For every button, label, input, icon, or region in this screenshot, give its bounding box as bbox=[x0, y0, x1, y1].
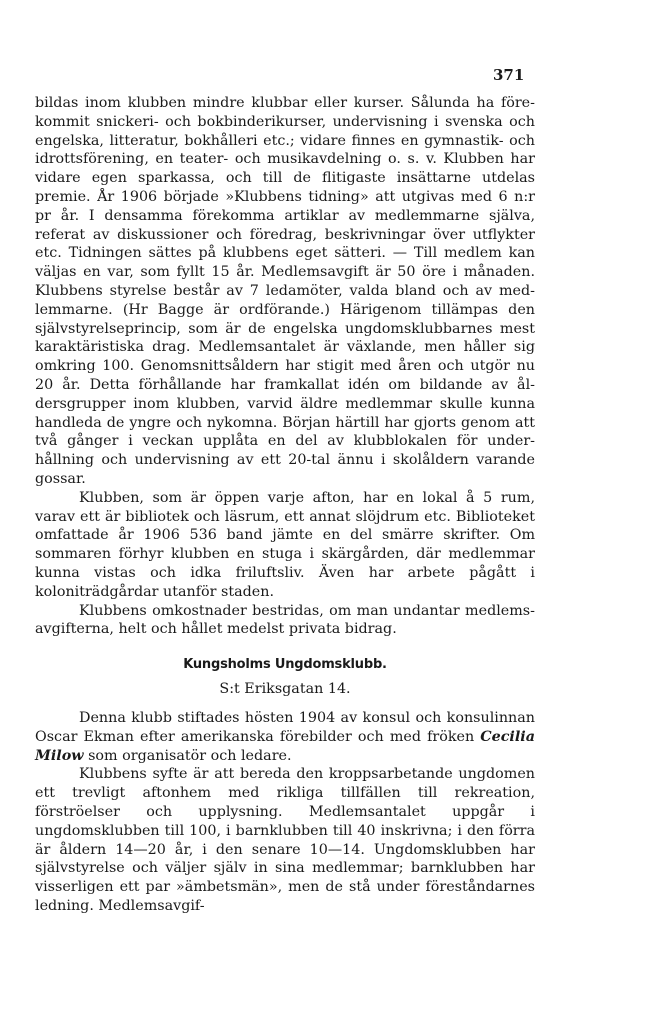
paragraph-text: Denna klubb stiftades hösten 1904 av konsul och konsulinnan Oscar Ekman efter amerikanska förebilder och med fröken bbox=[35, 710, 535, 745]
paragraph: Klubben, som är öppen varje afton, har en lokal å 5 rum, varav ett är bibliotek och läsrum, ett annat slöjdrum etc. Biblioteket omfattade år 1906 536 band jämte en del smärre skrifter. Om sommaren förhyr klubben en stuga i skärgården, där medlemmar kunna vistas och idka friluftsliv. Även har arbete pågått i koloniträdgårdar utanför staden. bbox=[35, 489, 535, 600]
section-heading: Kungsholms Ungdomsklubb. bbox=[183, 657, 387, 672]
page-number: 371 bbox=[493, 66, 525, 84]
section-address: S:t Eriksgatan 14. bbox=[219, 681, 351, 697]
paragraph bbox=[35, 709, 535, 765]
body-text-top bbox=[35, 94, 535, 639]
paragraph: Klubbens syfte är att bereda den kroppsarbetande ungdomen ett trevligt aftonhem med rikliga tillfällen till rekreation, förströelser och upplysning. Medlemsantalet uppgår i ungdomsklubben till 100, i barnklubben till 40 inskrivna; i den förra är åldern 14—20 år, i den senare 10—14. Ungdomsklubben har självstyrelse och väljer själv in sina medlemmar; barnklubben har visserligen ett par »ämbetsmän», men de stå under föreståndarnes ledning. Medlemsavgif- bbox=[35, 766, 535, 914]
body-text-bottom bbox=[35, 709, 535, 916]
person-name: Cecilia Milow bbox=[35, 728, 535, 764]
paragraph-text: som organisatör och ledare. bbox=[83, 747, 292, 764]
paragraph: Klubbens omkostnader bestridas, om man undantar medlemsavgifterna, helt och hållet medelst privata bidrag. bbox=[35, 602, 535, 638]
paragraph: bildas inom klubben mindre klubbar eller kurser. Sålunda ha förekommit snickeri- och bokbinderikurser, undervisning i svenska och engelska, litteratur, bokhålleri etc.; vidare finnes en gymnastik- och idrottsförening, en teater- och musikavdelning o. s. v. Klubben har vidare egen sparkassa, och till de flitigaste insättarne utdelas premie. År 1906 började »Klubbens tidning» att utgivas med 6 n:r pr år. I densamma förekomma artiklar av medlemmarne själva, referat av diskussioner och föredrag, beskrivningar över utflykter etc. Tidningen sättes på klubbens eget sätteri. — Till medlem kan väljas en var, som fyllt 15 år. Medlemsavgift är 50 öre i månaden. Klubbens styrelse består av 7 ledamöter, valda bland och av medlemmarne. (Hr Bagge är ordförande.) Härigenom tillämpas den självstyrelseprincip, som är de engelska ungdomsklubbarnes mest karaktäristiska drag. Medlemsantalet är växlande, men håller sig omkring 100. Genomsnittsåldern har stigit med åren och utgör nu 20 år. Detta förhållande har framkallat idén om bildande av åldersgrupper inom klubben, varvid äldre medlemmar skulle kunna handleda de yngre och nykomna. Början härtill har gjorts genom att två gånger i veckan upplåta en del av klubblokalen för underhållning och undervisning av ett 20-tal ännu i skolåldern varande gossar. bbox=[35, 95, 535, 487]
